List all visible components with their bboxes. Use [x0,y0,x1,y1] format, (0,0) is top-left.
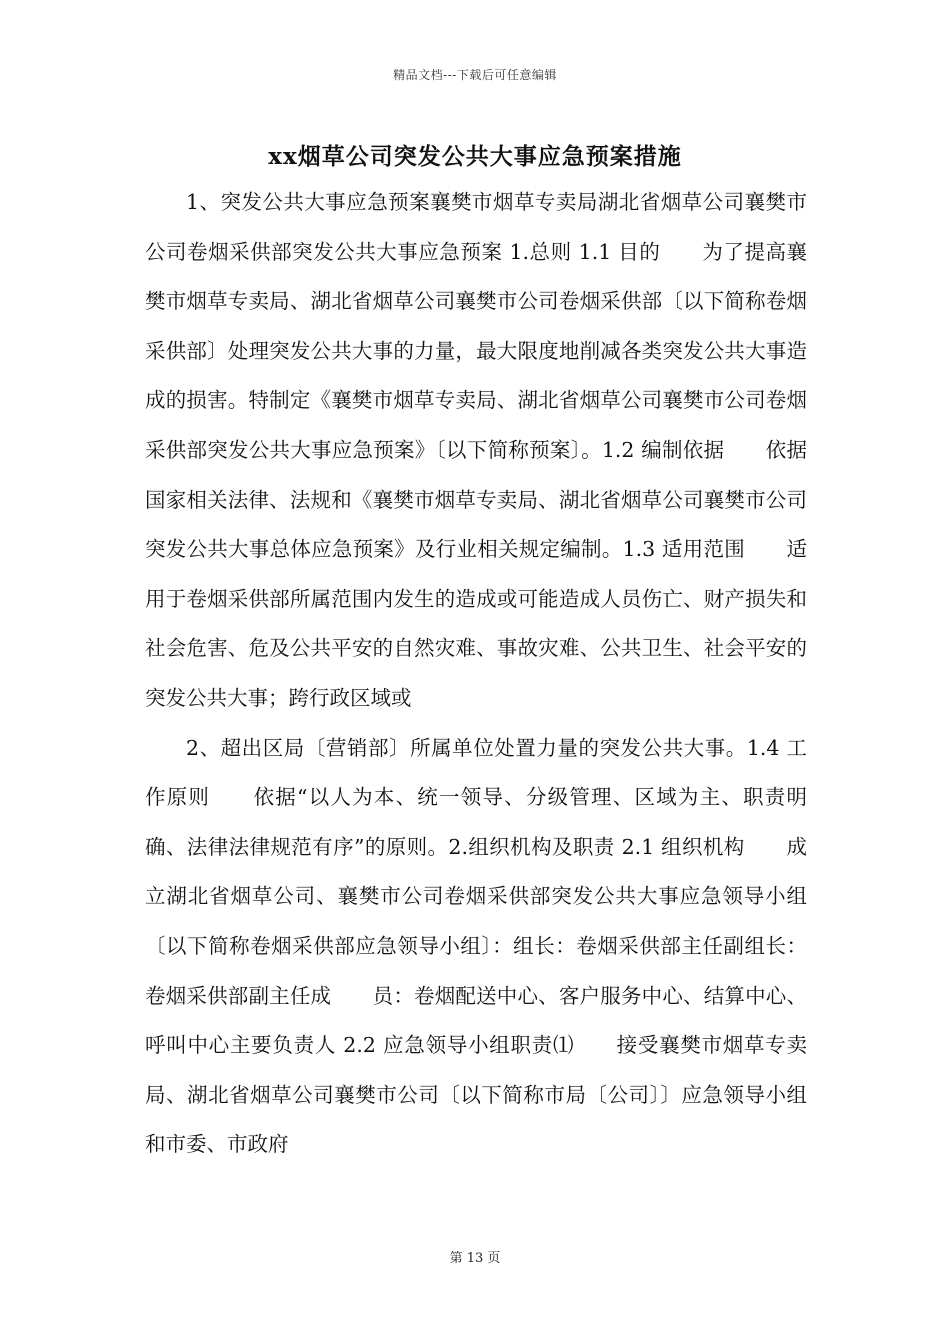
document-title: xx烟草公司突发公共大事应急预案措施 [268,143,682,170]
paragraph-2: 2、超出区局〔营销部〕所属单位处置力量的突发公共大事。1.4 工作原则 依据“以人为本、统一领导、分级管理、区域为主、职责明确、法律法律规范有序”的原则。2.组织机构及职责 2.1 组织机构 成立湖北省烟草公司、襄樊市公司卷烟采供部突发公共大事应急领导小组〔以下简称卷烟采供部应急领导小组〕：组长：卷烟采供部主任副组长：卷烟采供部副主任成 员：卷烟配送中心、客户服务中心、结算中心、呼叫中心主要负责人 2.2 应急领导小组职责⑴ 接受襄樊市烟草专卖局、湖北省烟草公司襄樊市公司〔以下简称市局〔公司〕〕应急领导小组和市委、市政府 [145,735,807,1157]
page-number: 第 13 页 [449,1251,501,1266]
document-body [145,178,807,1170]
paragraph-1: 1、突发公共大事应急预案襄樊市烟草专卖局湖北省烟草公司襄樊市公司卷烟采供部突发公共大事应急预案 1.总则 1.1 目的 为了提高襄樊市烟草专卖局、湖北省烟草公司襄樊市公司卷烟采供部〔以下简称卷烟采供部〕处理突发公共大事的力量，最大限度地削减各类突发公共大事造成的损害。特制定《襄樊市烟草专卖局、湖北省烟草公司襄樊市公司卷烟采供部突发公共大事应急预案》〔以下简称预案〕。1.2 编制依据 依据国家相关法律、法规和《襄樊市烟草专卖局、湖北省烟草公司襄樊市公司突发公共大事总体应急预案》及行业相关规定编制。1.3 适用范围 适用于卷烟采供部所属范围内发生的造成或可能造成人员伤亡、财产损失和社会危害、危及公共平安的自然灾难、事故灾难、公共卫生、社会平安的突发公共大事；跨行政区域或 [145,190,807,710]
header-note: 精品文档---下载后可任意编辑 [393,68,557,82]
